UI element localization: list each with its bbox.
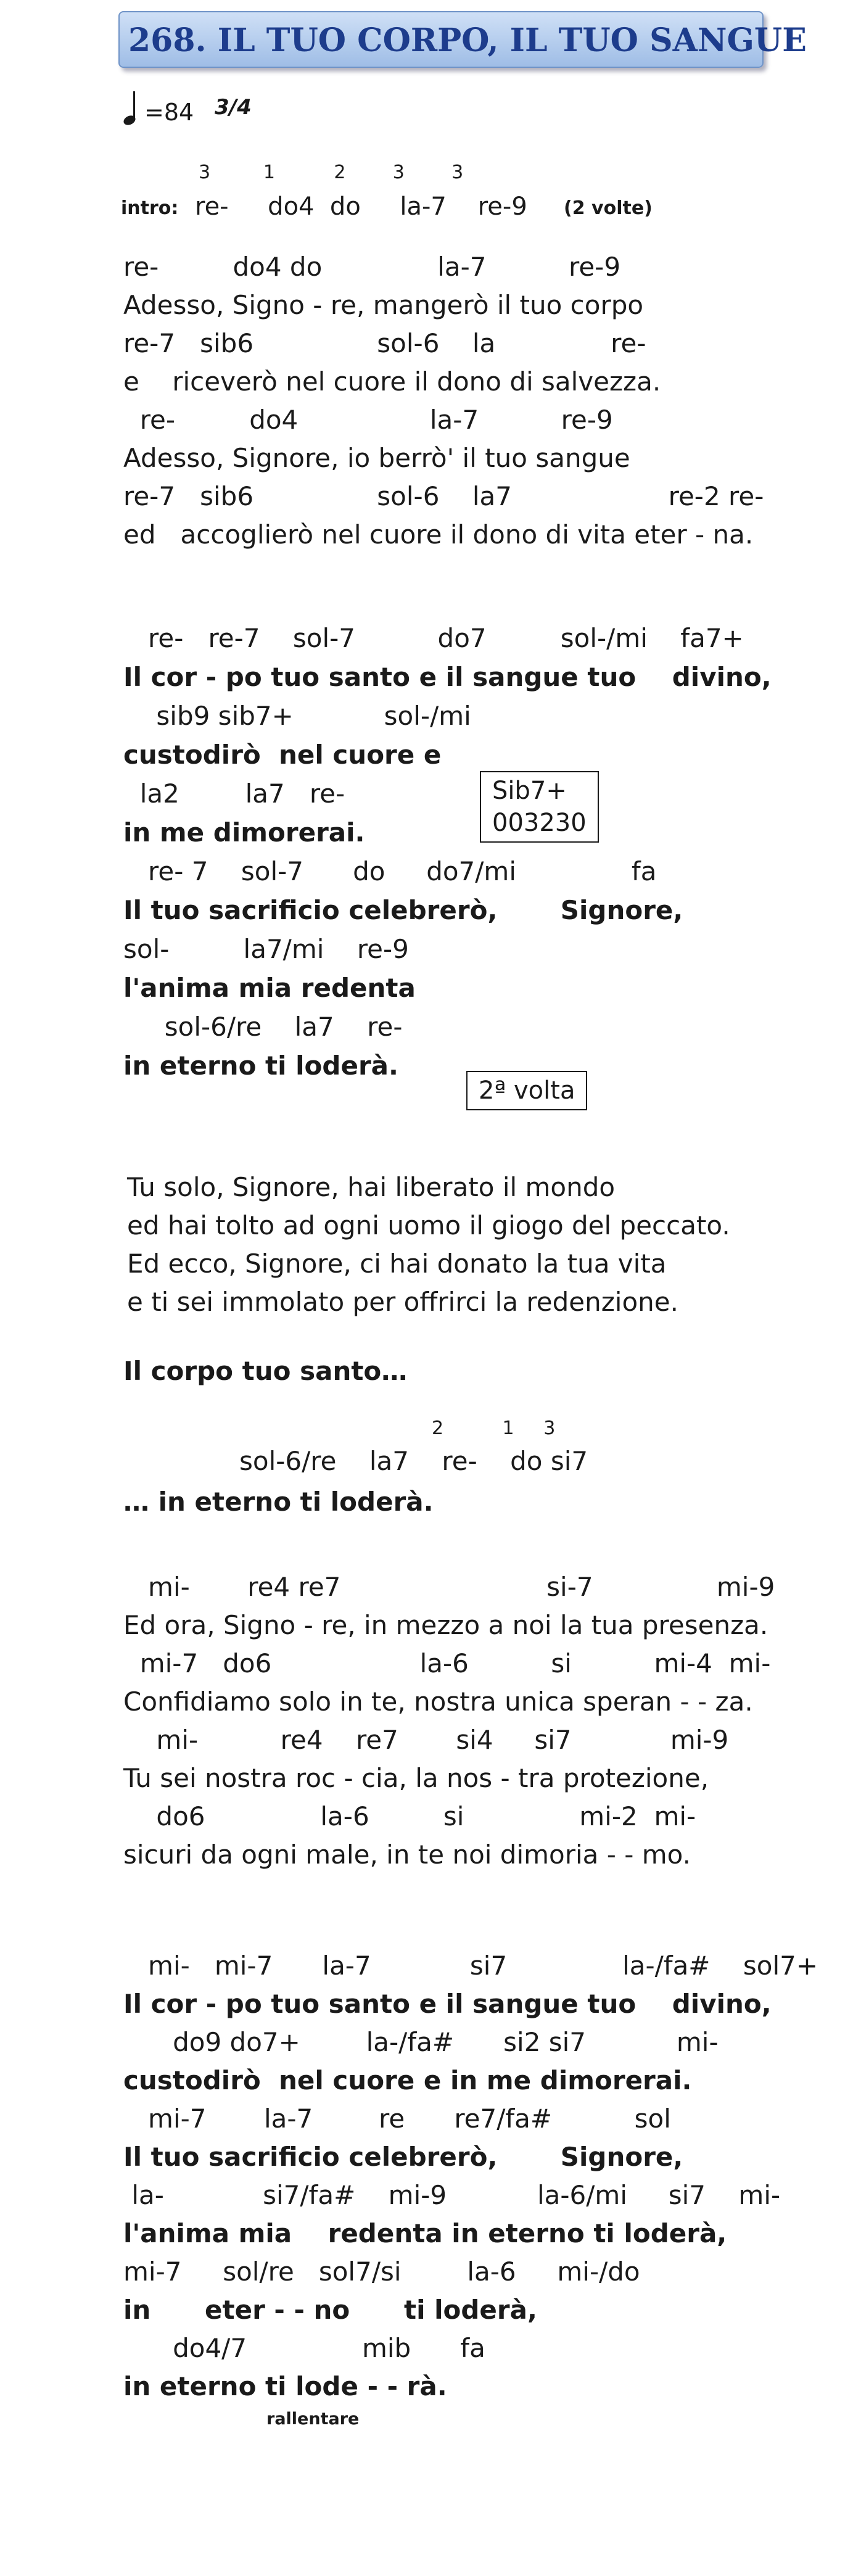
lyric-line: Tu sei nostra roc - cia, la nos - tra protezione, (123, 1763, 709, 1793)
stanza-line: Ed ecco, Signore, ci hai donato la tua vita (127, 1249, 667, 1279)
lyric-line: ed accoglierò nel cuore il dono di vita eter - na. (123, 519, 754, 550)
chord-line: re- do4 do la-7 re-9 (123, 252, 621, 282)
chord-line: sib9 sib7+ sol-/mi (123, 701, 471, 731)
chord-line: mi-7 la-7 re re7/fa# sol (123, 2103, 671, 2134)
rallentare-marking: rallentare (266, 2409, 360, 2429)
chord-box-name: Sib7+ (492, 777, 567, 805)
lyric-line: sicuri da ogni male, in te noi dimoria - - mo. (123, 1839, 691, 1870)
chord-diagram-box (480, 771, 599, 843)
lyric-line: e riceverò nel cuore il dono di salvezza. (123, 366, 661, 397)
lyric-line: Confidiamo solo in te, nostra unica speran - - za. (123, 1686, 753, 1717)
lyric-line: l'anima mia redenta (123, 973, 416, 1003)
chord-line: mi- mi-7 la-7 si7 la-/fa# sol7+ (123, 1951, 818, 1981)
lyric-line: custodirò nel cuore e in me dimorerai. (123, 2065, 692, 2095)
chord-line: re- re-7 sol-7 do7 sol-/mi fa7+ (123, 623, 744, 653)
lyric-line: Adesso, Signore, io berrò' il tuo sangue (123, 443, 630, 473)
lyric-line: Il cor - po tuo santo e il sangue tuo divino, (123, 662, 772, 692)
chord-line: re- do4 la-7 re-9 (123, 405, 613, 435)
ending-fingering: 2 1 3 (432, 1418, 556, 1439)
chord-line: re- 7 sol-7 do do7/mi fa (123, 856, 657, 886)
intro-chords: re- do4 do la-7 re-9 (195, 192, 527, 221)
chord-line: re-7 sib6 sol-6 la re- (123, 328, 646, 358)
chord-line: mi-7 sol/re sol7/si la-6 mi-/do (123, 2256, 640, 2287)
lyric-line: Ed ora, Signo - re, in mezzo a noi la tua presenza. (123, 1610, 768, 1640)
intro-repeat: (2 volte) (564, 197, 653, 219)
lyric-line: custodirò nel cuore e (123, 740, 442, 770)
chord-line: re-7 sib6 sol-6 la7 re-2 re- (123, 481, 764, 511)
chord-line: mi-7 do6 la-6 si mi-4 mi- (123, 1648, 771, 1678)
song-title: 268. IL TUO CORPO, IL TUO SANGUE (118, 11, 764, 68)
refrain-reference: Il corpo tuo santo… (123, 1356, 408, 1386)
lyric-line: in eter - - no ti loderà, (123, 2295, 537, 2325)
ending-lyric: … in eterno ti loderà. (123, 1487, 434, 1517)
tempo-value: =84 (144, 99, 194, 126)
chord-line: do4/7 mib fa (123, 2333, 485, 2363)
chord-line: sol- la7/mi re-9 (123, 934, 409, 964)
lyric-line: in eterno ti lode - - rà. (123, 2371, 447, 2401)
chord-line: sol-6/re la7 re- (123, 1012, 403, 1042)
intro-label: intro: (121, 197, 179, 219)
chord-line: do9 do7+ la-/fa# si2 si7 mi- (123, 2027, 719, 2057)
lyric-line: l'anima mia redenta in eterno ti loderà, (123, 2218, 727, 2248)
stanza-line: e ti sei immolato per offrirci la redenzione. (127, 1287, 678, 1317)
intro-fingering: 3 1 2 3 3 (199, 162, 464, 183)
ending-chords: sol-6/re la7 re- do si7 (239, 1446, 588, 1476)
stanza-line: Tu solo, Signore, hai liberato il mondo (127, 1172, 616, 1202)
volta-box: 2ª volta (466, 1071, 587, 1110)
chord-line: la- si7/fa# mi-9 la-6/mi si7 mi- (123, 2180, 781, 2210)
lyric-line: Il tuo sacrificio celebrerò, Signore, (123, 895, 683, 925)
chord-line: la2 la7 re- (123, 778, 345, 809)
tempo-marking (123, 91, 271, 141)
chord-line: mi- re4 re7 si4 si7 mi-9 (123, 1725, 729, 1755)
stanza-line: ed hai tolto ad ogni uomo il giogo del peccato. (127, 1210, 730, 1241)
lyric-line: Il cor - po tuo santo e il sangue tuo divino, (123, 1989, 772, 2019)
chord-line: mi- re4 re7 si-7 mi-9 (123, 1572, 775, 1602)
time-signature: 3/4 (215, 95, 252, 120)
lyric-line: Adesso, Signo - re, mangerò il tuo corpo (123, 290, 644, 320)
lyric-line: Il tuo sacrificio celebrerò, Signore, (123, 2142, 683, 2172)
lyric-line: in me dimorerai. (123, 817, 365, 848)
lyric-line: in eterno ti loderà. (123, 1051, 398, 1081)
chord-box-fingering: 003230 (492, 809, 587, 837)
chord-line: do6 la-6 si mi-2 mi- (123, 1801, 696, 1831)
